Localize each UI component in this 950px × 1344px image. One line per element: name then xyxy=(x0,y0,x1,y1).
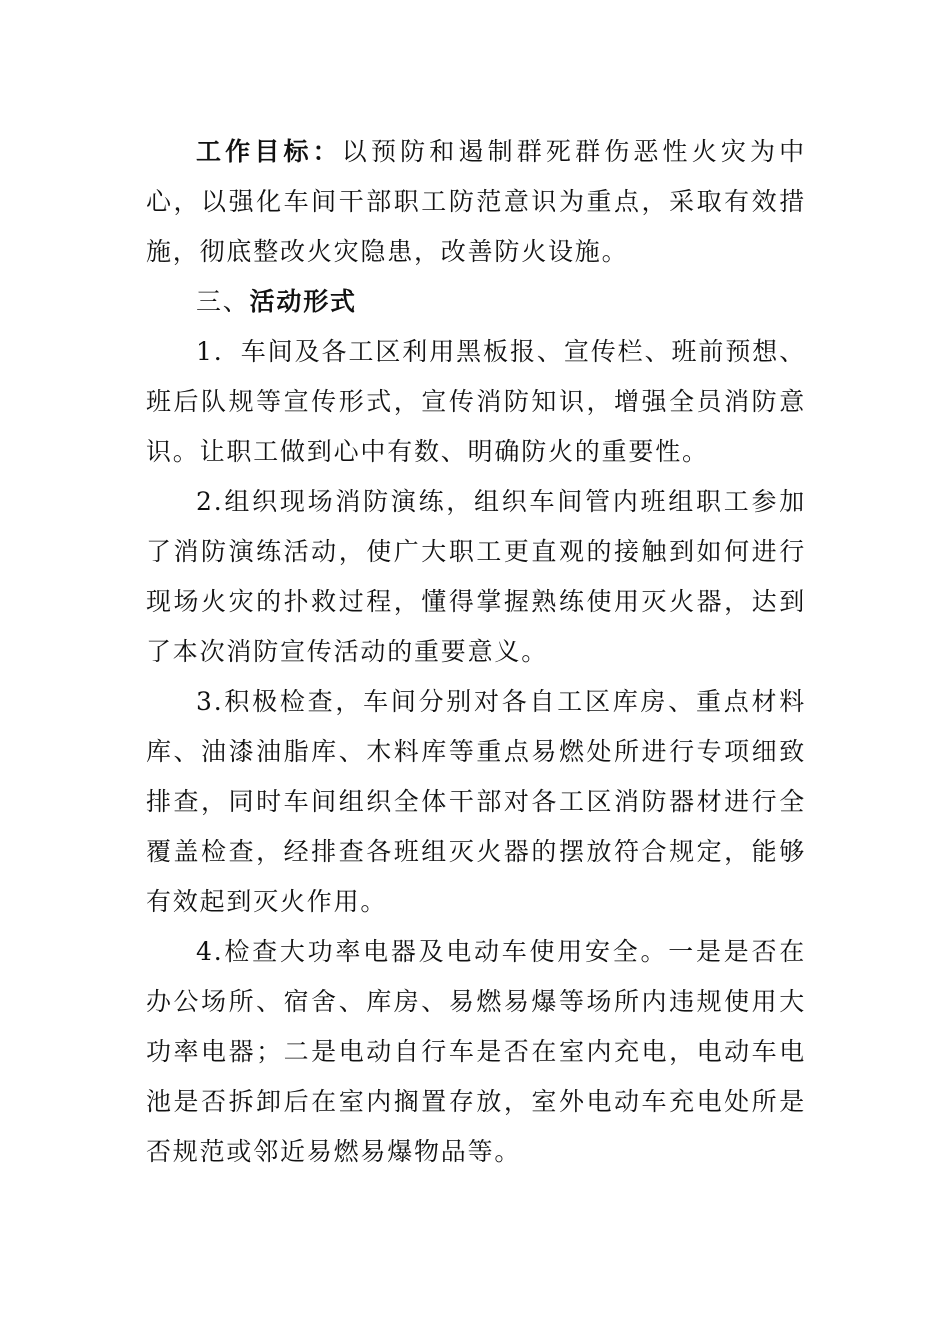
work-goal-paragraph xyxy=(146,127,806,277)
section-title: 活动形式 xyxy=(249,287,357,316)
section-heading xyxy=(146,277,806,327)
list-item-4: 4.检查大功率电器及电动车使用安全。一是是否在办公场所、宿舍、库房、易燃易爆等场所内违规使用大功率电器；二是电动自行车是否在室内充电，电动车电池是否拆卸后在室内搁置存放，室外电动车充电处所是否规范或邻近易燃易爆物品等。 xyxy=(146,937,806,1166)
document-body xyxy=(146,127,806,1177)
list-item-2: 2.组织现场消防演练，组织车间管内班组职工参加了消防演练活动，使广大职工更直观的接触到如何进行现场火灾的扑救过程，懂得掌握熟练使用灭火器，达到了本次消防宣传活动的重要意义。 xyxy=(146,487,806,666)
work-goal-label: 工作目标： xyxy=(196,137,342,166)
list-item-3: 3.积极检查，车间分别对各自工区库房、重点材料库、油漆油脂库、木料库等重点易燃处所进行专项细致排查，同时车间组织全体干部对各工区消防器材进行全覆盖检查，经排查各班组灭火器的摆放符合规定，能够有效起到灭火作用。 xyxy=(146,687,806,916)
list-item-1: 1．车间及各工区利用黑板报、宣传栏、班前预想、班后队规等宣传形式，宣传消防知识，增强全员消防意识。让职工做到心中有数、明确防火的重要性。 xyxy=(146,337,806,466)
section-number: 三、 xyxy=(196,287,250,316)
work-goal-text: 以预防和遏制群死群伤恶性火灾为中心，以强化车间干部职工防范意识为重点，采取有效措施，彻底整改火灾隐患，改善防火设施。 xyxy=(146,137,806,266)
